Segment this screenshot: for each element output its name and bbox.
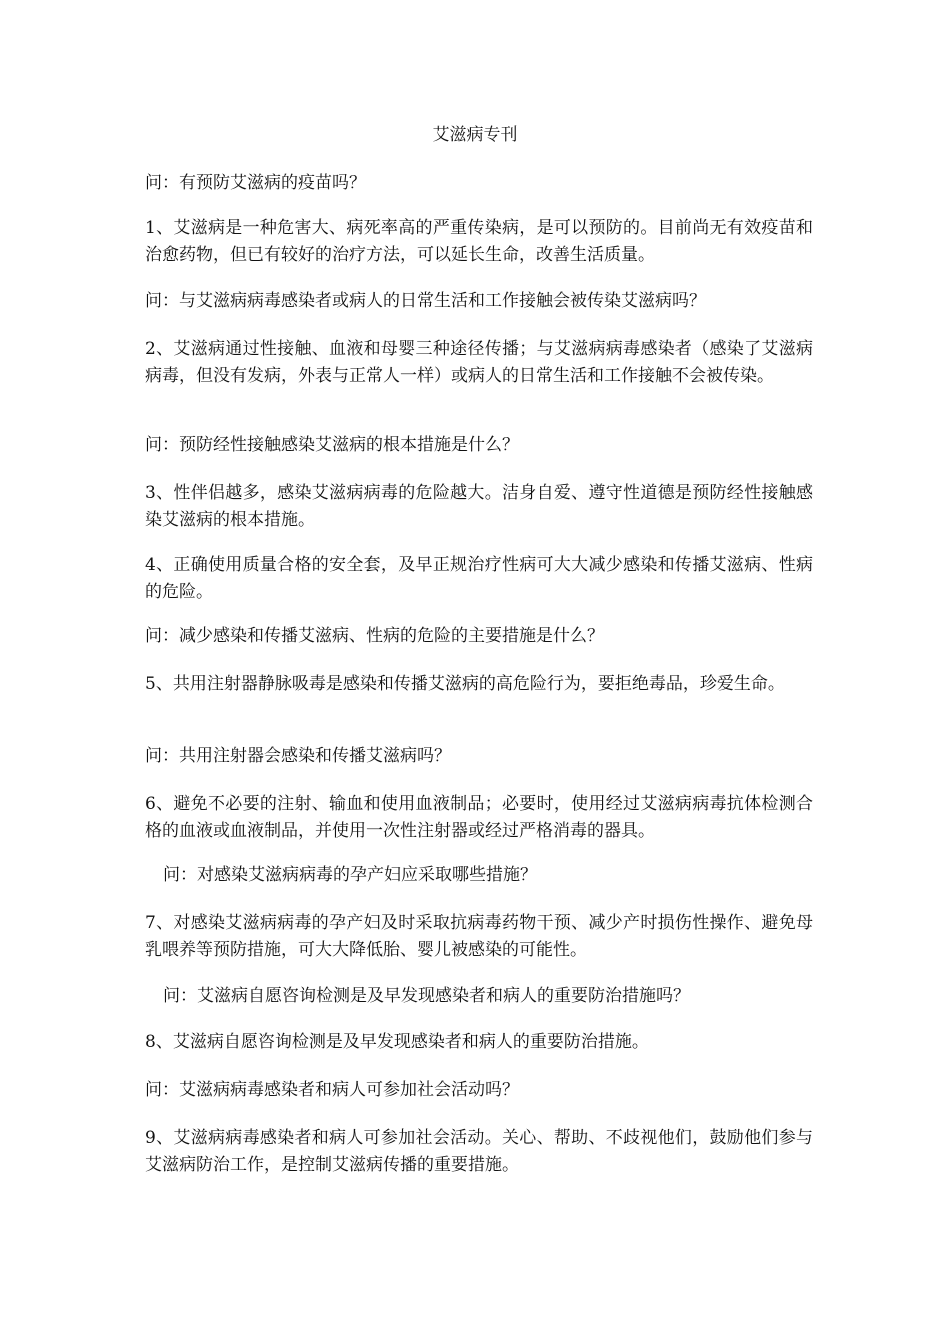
answer-2: 2、艾滋病通过性接触、血液和母婴三种途径传播；与艾滋病病毒感染者（感染了艾滋病病毒，但没有发病，外表与正常人一样）或病人的日常生活和工作接触不会被传染。 [145, 339, 813, 386]
question-4: 问：减少感染和传播艾滋病、性病的危险的主要措施是什么？ [145, 626, 604, 646]
answer-5: 5、共用注射器静脉吸毒是感染和传播艾滋病的高危险行为，要拒绝毒品，珍爱生命。 [145, 674, 785, 694]
question-1: 问：有预防艾滋病的疫苗吗？ [145, 173, 366, 193]
question-8: 问：艾滋病病毒感染者和病人可参加社会活动吗？ [145, 1080, 519, 1100]
answer-8: 8、艾滋病自愿咨询检测是及早发现感染者和病人的重要防治措施。 [145, 1032, 649, 1052]
answer-9: 9、艾滋病病毒感染者和病人可参加社会活动。关心、帮助、不歧视他们，鼓励他们参与艾滋病防治工作，是控制艾滋病传播的重要措施。 [145, 1128, 813, 1175]
answer-6: 6、避免不必要的注射、输血和使用血液制品；必要时，使用经过艾滋病病毒抗体检测合格的血液或血液制品，并使用一次性注射器或经过严格消毒的器具。 [145, 794, 813, 841]
question-2: 问：与艾滋病病毒感染者或病人的日常生活和工作接触会被传染艾滋病吗？ [145, 291, 706, 311]
question-5: 问：共用注射器会感染和传播艾滋病吗？ [145, 746, 451, 766]
document-title: 艾滋病专刊 [432, 125, 518, 145]
answer-4: 4、正确使用质量合格的安全套，及早正规治疗性病可大大减少感染和传播艾滋病、性病的危险。 [145, 555, 813, 602]
question-6: 问：对感染艾滋病病毒的孕产妇应采取哪些措施？ [163, 865, 537, 885]
answer-1: 1、艾滋病是一种危害大、病死率高的严重传染病，是可以预防的。目前尚无有效疫苗和治愈药物，但已有较好的治疗方法，可以延长生命，改善生活质量。 [145, 218, 813, 265]
question-3: 问：预防经性接触感染艾滋病的根本措施是什么？ [145, 435, 519, 455]
question-7: 问：艾滋病自愿咨询检测是及早发现感染者和病人的重要防治措施吗？ [163, 986, 690, 1006]
answer-3: 3、性伴侣越多，感染艾滋病病毒的危险越大。洁身自爱、遵守性道德是预防经性接触感染艾滋病的根本措施。 [145, 483, 813, 530]
answer-7: 7、对感染艾滋病病毒的孕产妇及时采取抗病毒药物干预、减少产时损伤性操作、避免母乳喂养等预防措施，可大大降低胎、婴儿被感染的可能性。 [145, 913, 813, 960]
